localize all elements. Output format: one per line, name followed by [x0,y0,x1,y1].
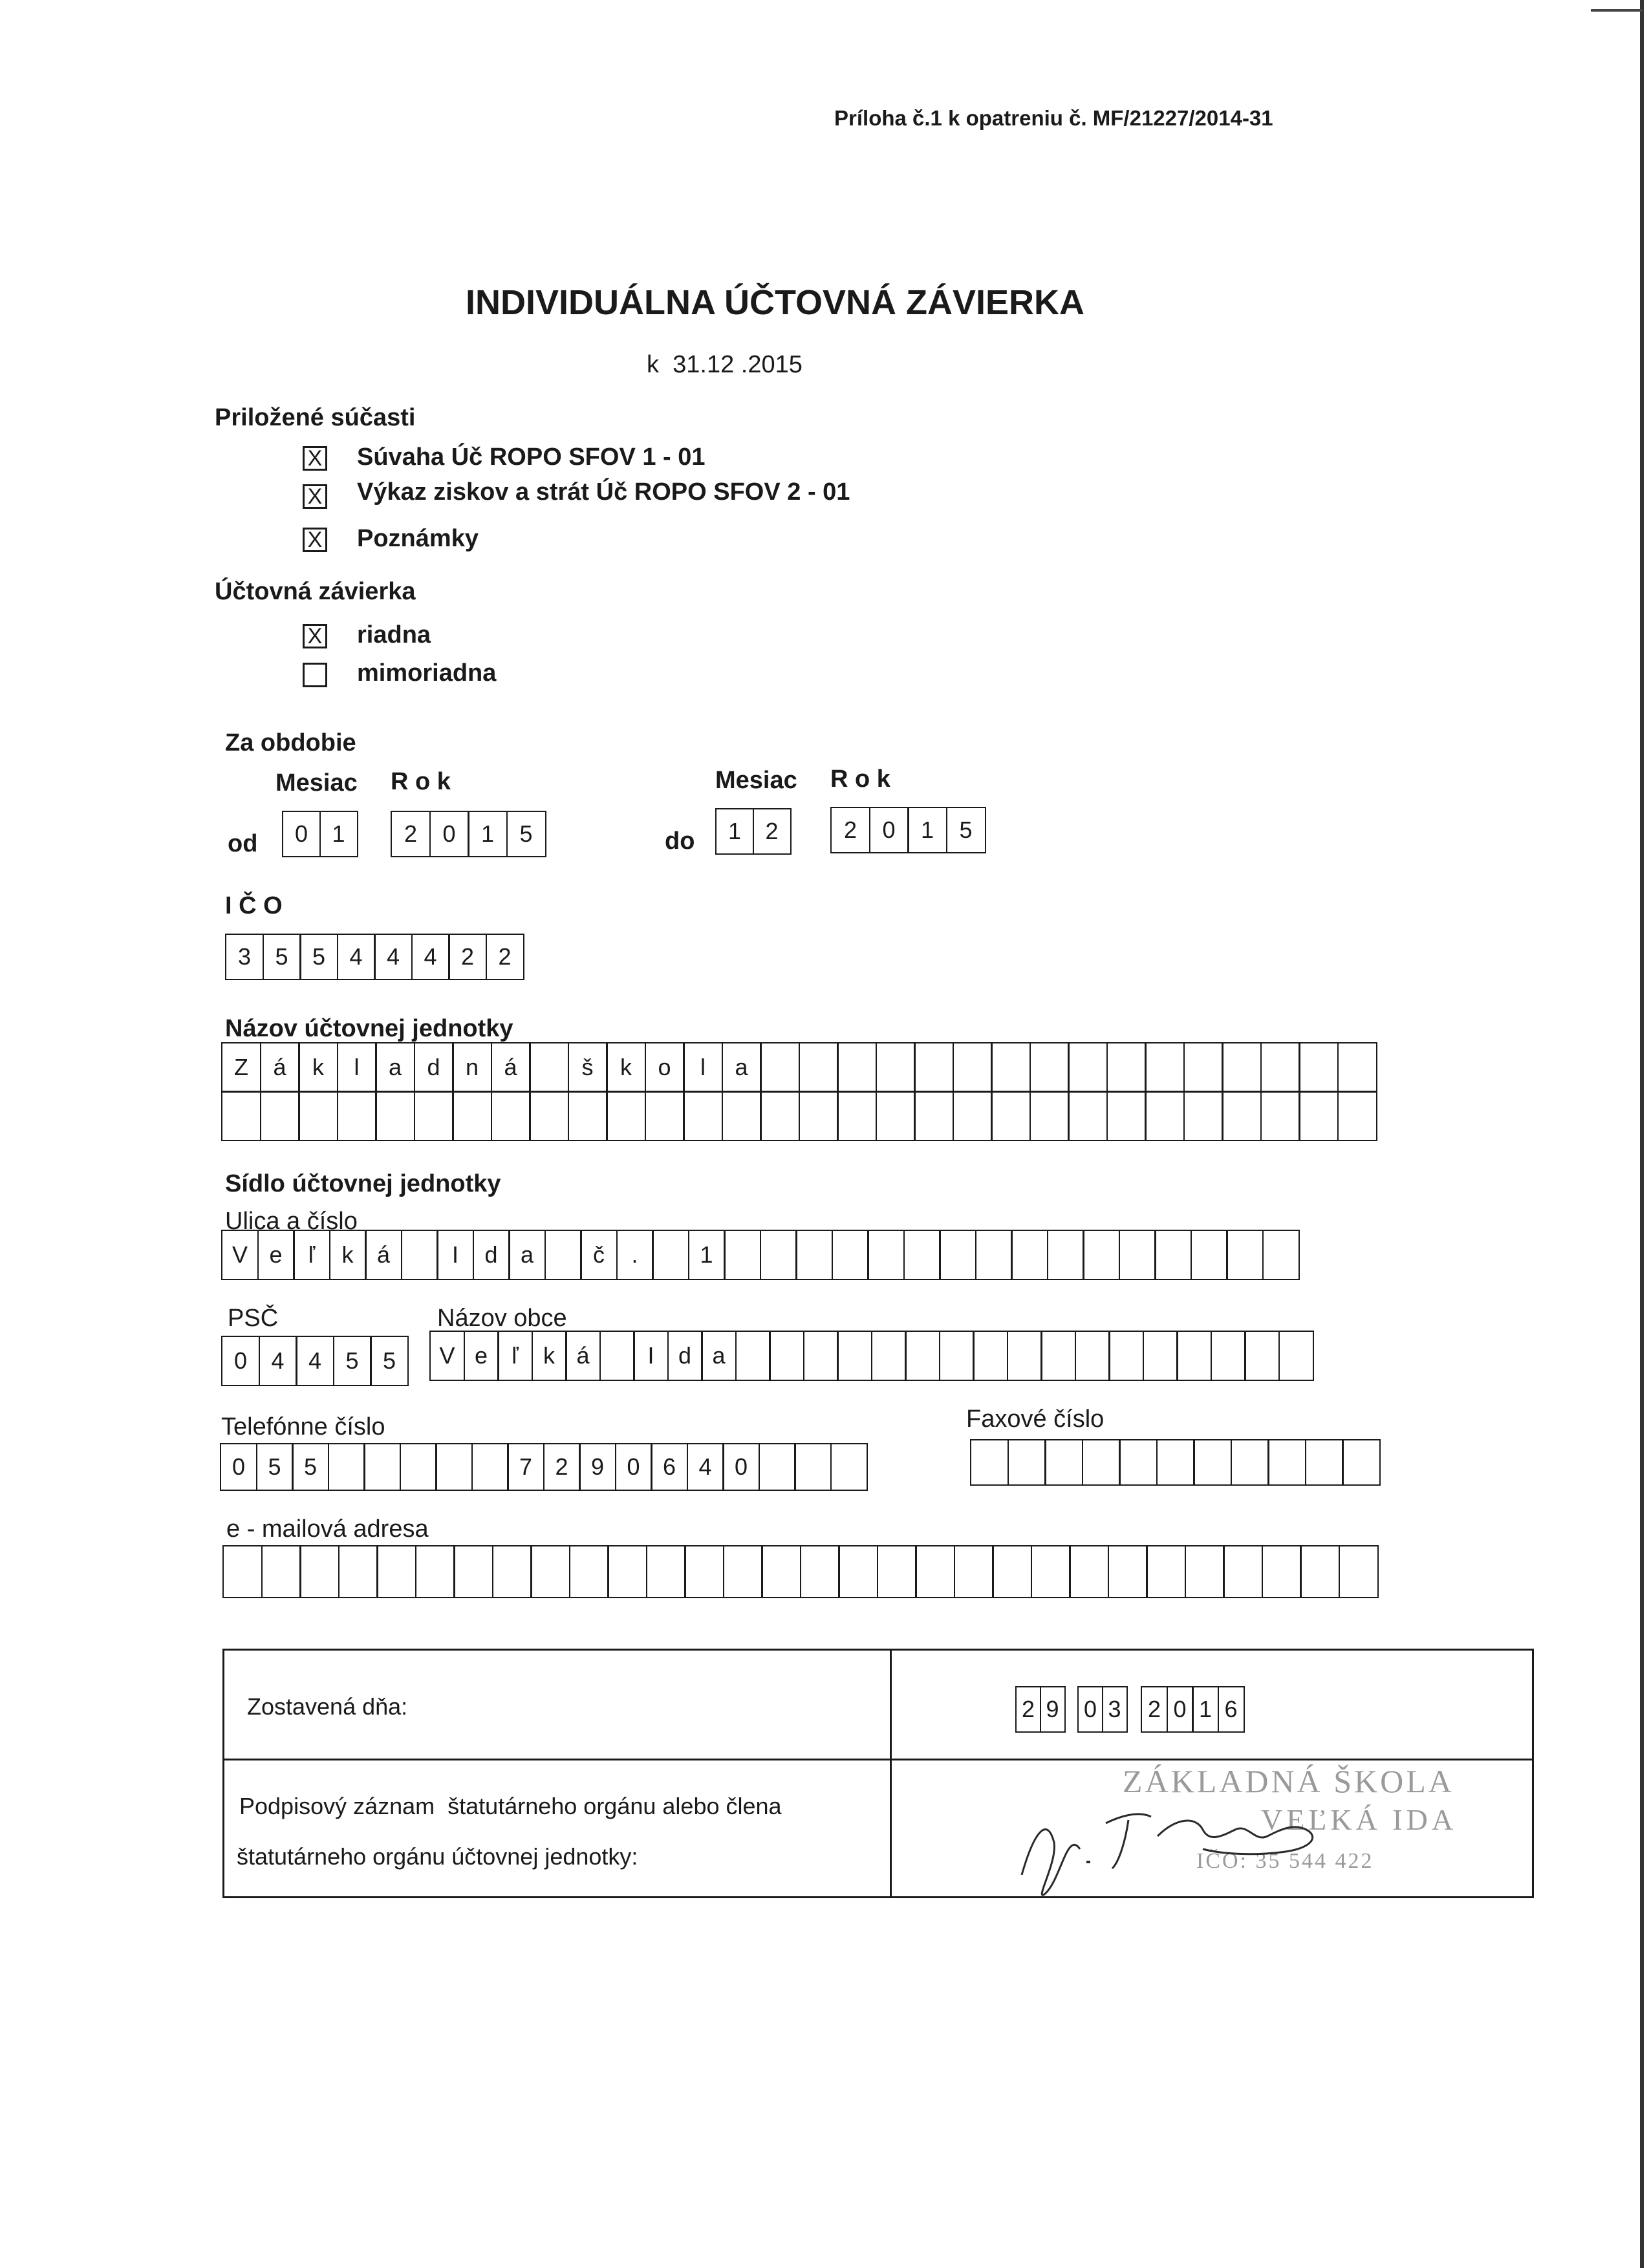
char-cell [1083,1230,1120,1280]
char-cell [867,1230,905,1280]
digit-cell [1305,1439,1344,1486]
char-cell: k [329,1230,367,1280]
char-cell [1176,1331,1212,1381]
char-cell: d [667,1331,703,1381]
char-cell: č [580,1230,618,1280]
char-cell: e [464,1331,499,1381]
to-year-label: R o k [830,765,890,793]
char-cell [799,1091,839,1141]
char-cell: á [565,1331,601,1381]
char-cell [915,1545,955,1598]
char-cell [222,1545,263,1598]
digit-cell: 0 [869,807,909,853]
char-cell [530,1545,570,1598]
char-cell: a [508,1230,546,1280]
char-cell [1226,1230,1264,1280]
char-cell [939,1331,975,1381]
char-cell: ľ [293,1230,330,1280]
char-cell [569,1545,609,1598]
stamp-line-1: ZÁKLADNÁ ŠKOLA [1123,1763,1454,1799]
char-cell: d [414,1042,454,1093]
signature-label-line-2: štatutárneho orgánu účtovnej jednotky: [237,1843,638,1870]
char-cell [991,1091,1031,1141]
char-cell [1223,1545,1263,1598]
digit-cell: 2 [753,808,792,855]
char-cell: o [645,1042,685,1093]
to-label: do [665,828,695,855]
char-cell [799,1042,839,1093]
digit-cell: 2 [1015,1686,1041,1733]
char-cell [1075,1331,1110,1381]
char-cell [1029,1091,1070,1141]
digit-cell [328,1443,365,1491]
statement-checkbox-regular[interactable]: X [303,624,327,648]
char-cell: a [722,1042,762,1093]
from-year-field[interactable] [391,811,546,857]
handwritten-signature [1009,1791,1461,1907]
char-cell [1146,1545,1186,1598]
char-cell [992,1545,1032,1598]
char-cell [1106,1042,1147,1093]
statement-label-regular: riadna [357,621,431,648]
char-cell [975,1230,1013,1280]
ico-field[interactable] [225,934,524,980]
from-month-field[interactable] [282,811,358,857]
char-cell [723,1545,763,1598]
char-cell [414,1091,454,1141]
stamp-line-3: IČO: 35 544 422 [1196,1849,1374,1873]
attachment-label-income: Výkaz ziskov a strát Úč ROPO SFOV 2 - 01 [357,478,850,506]
char-cell: a [701,1331,737,1381]
char-cell [260,1091,300,1141]
char-cell [683,1091,723,1141]
char-cell [760,1230,797,1280]
char-cell [905,1331,940,1381]
char-cell [832,1230,869,1280]
char-cell [452,1091,492,1141]
char-cell [1337,1042,1377,1093]
digit-cell [400,1443,437,1491]
char-cell [953,1091,993,1141]
char-cell: á [260,1042,300,1093]
digit-cell: 1 [715,808,754,855]
address-label: Sídlo účtovnej jednotky [225,1170,501,1197]
char-cell [1143,1331,1178,1381]
digit-cell: 0 [429,811,469,857]
char-cell [646,1545,686,1598]
digit-cell: 1 [319,811,358,857]
char-cell: k [298,1042,338,1093]
digit-cell: 5 [256,1443,294,1491]
char-cell [954,1545,994,1598]
digit-cell [1082,1439,1121,1486]
statement-checkbox-extraordinary[interactable] [303,663,327,687]
digit-cell: 3 [225,934,264,980]
char-cell [769,1331,804,1381]
char-cell [761,1545,801,1598]
char-cell [724,1230,761,1280]
to-month-field[interactable] [715,808,792,855]
char-cell [1211,1331,1246,1381]
phone-field[interactable] [220,1443,868,1491]
char-cell [1183,1042,1223,1093]
char-cell [1047,1230,1084,1280]
char-cell [914,1042,954,1093]
char-cell [735,1331,771,1381]
attachment-checkbox-balance[interactable]: X [303,446,327,471]
digit-cell: 4 [337,934,376,980]
digit-cell: 9 [1040,1686,1066,1733]
digit-cell [471,1443,509,1491]
char-cell [544,1230,582,1280]
char-cell [684,1545,724,1598]
char-cell [1068,1042,1108,1093]
char-cell [1031,1545,1071,1598]
digit-cell [970,1439,1009,1486]
char-cell [914,1091,954,1141]
char-cell [337,1091,377,1141]
entity-name-label: Názov účtovnej jednotky [225,1015,513,1042]
char-cell: á [365,1230,402,1280]
char-cell [837,1331,872,1381]
char-cell [1300,1545,1340,1598]
char-cell [877,1545,917,1598]
char-cell [1260,1091,1300,1141]
char-cell [803,1331,839,1381]
digit-cell: 4 [259,1336,297,1386]
compiled-day-field[interactable] [1015,1686,1066,1733]
digit-cell: 4 [374,934,413,980]
digit-cell: 2 [486,934,524,980]
street-label: Ulica a číslo [225,1208,358,1235]
digit-cell: 5 [333,1336,372,1386]
scan-edge-top [1591,9,1643,12]
digit-cell: 4 [296,1336,334,1386]
digit-cell: 0 [615,1443,652,1491]
char-cell [599,1331,635,1381]
digit-cell [1008,1439,1046,1486]
char-cell: I [436,1230,474,1280]
digit-cell: 1 [907,807,947,853]
char-cell [261,1545,301,1598]
from-month-label: Mesiac [275,769,358,797]
digit-cell: 5 [292,1443,329,1491]
char-cell [800,1545,840,1598]
char-cell [491,1091,531,1141]
stamp-line-2: VEĽKÁ IDA [1261,1803,1458,1836]
digit-cell [759,1443,796,1491]
char-cell [876,1042,916,1093]
email-label: e - mailová adresa [226,1515,429,1543]
char-cell [1011,1230,1048,1280]
char-cell [1337,1091,1377,1141]
char-cell [795,1230,833,1280]
entity-name-row-2[interactable] [221,1091,1377,1141]
street-field[interactable] [221,1230,1300,1280]
char-cell [1299,1091,1339,1141]
char-cell [299,1545,339,1598]
char-cell: a [375,1042,415,1093]
digit-cell: 6 [1218,1686,1245,1733]
char-cell [1119,1230,1156,1280]
char-cell [871,1331,907,1381]
char-cell [529,1042,569,1093]
digit-cell [1119,1439,1158,1486]
digit-cell: 2 [391,811,431,857]
compiled-date-label: Zostavená dňa: [247,1693,408,1720]
char-cell: I [633,1331,669,1381]
char-cell [1040,1331,1076,1381]
from-year-label: R o k [391,768,451,795]
signature-label-line-1: Podpisový záznam štatutárneho orgánu alebo člena [239,1793,782,1819]
char-cell [837,1091,877,1141]
char-cell [1222,1091,1262,1141]
char-cell [298,1091,338,1141]
char-cell [1262,1230,1300,1280]
char-cell [375,1091,415,1141]
date-line: k 31.12 .2015 [647,351,803,378]
char-cell [1154,1230,1192,1280]
digit-cell [435,1443,473,1491]
statement-label-extraordinary: mimoriadna [357,659,497,687]
city-field[interactable] [429,1331,1314,1381]
period-label: Za obdobie [225,729,356,756]
digit-cell [1156,1439,1195,1486]
compiled-month-field[interactable] [1077,1686,1128,1733]
attachments-label: Priložené súčasti [215,404,416,431]
char-cell: V [221,1230,259,1280]
zip-field[interactable] [221,1336,409,1386]
char-cell [529,1091,569,1141]
digit-cell [1044,1439,1083,1486]
header-reference: Príloha č.1 k opatreniu č. MF/21227/2014-31 [834,106,1273,130]
digit-cell [794,1443,832,1491]
table-divider-horizontal [222,1759,1534,1760]
char-cell [1183,1091,1223,1141]
digit-cell: 5 [263,934,301,980]
char-cell [1029,1042,1070,1093]
digit-cell: 4 [411,934,450,980]
digit-cell [363,1443,401,1491]
char-cell [973,1331,1008,1381]
char-cell: V [429,1331,465,1381]
table-divider-vertical [890,1649,892,1898]
char-cell [492,1545,532,1598]
char-cell [1260,1042,1300,1093]
char-cell [338,1545,378,1598]
digit-cell: 2 [1141,1686,1168,1733]
char-cell [991,1042,1031,1093]
digit-cell [1267,1439,1306,1486]
char-cell [607,1545,647,1598]
fax-field[interactable] [970,1439,1381,1486]
char-cell [1108,1331,1144,1381]
char-cell: . [616,1230,654,1280]
char-cell [1069,1545,1109,1598]
char-cell [415,1545,455,1598]
digit-cell: 2 [543,1443,581,1491]
digit-cell: 0 [722,1443,760,1491]
digit-cell: 1 [1192,1686,1219,1733]
char-cell [1106,1091,1147,1141]
entity-name-row-1[interactable] [221,1042,1377,1093]
digit-cell: 4 [687,1443,724,1491]
phone-label: Telefónne číslo [221,1413,385,1440]
char-cell [606,1091,646,1141]
char-cell [401,1230,438,1280]
char-cell [939,1230,976,1280]
digit-cell: 0 [221,1336,260,1386]
char-cell [1244,1331,1280,1381]
char-cell [953,1042,993,1093]
from-label: od [228,830,258,857]
char-cell [903,1230,941,1280]
char-cell [838,1545,878,1598]
char-cell [876,1091,916,1141]
char-cell [1145,1091,1185,1141]
statement-label: Účtovná závierka [215,578,416,605]
char-cell: d [473,1230,510,1280]
char-cell [1185,1545,1225,1598]
char-cell [1278,1331,1314,1381]
char-cell [376,1545,416,1598]
attachment-label-notes: Poznámky [357,525,479,552]
digit-cell: 5 [946,807,986,853]
char-cell: 1 [688,1230,726,1280]
char-cell [837,1042,877,1093]
char-cell: ľ [497,1331,533,1381]
digit-cell [1342,1439,1381,1486]
digit-cell: 2 [830,807,870,853]
char-cell [1145,1042,1185,1093]
digit-cell [1231,1439,1269,1486]
digit-cell [1193,1439,1232,1486]
char-cell [652,1230,689,1280]
char-cell [568,1091,608,1141]
char-cell: k [532,1331,567,1381]
digit-cell [830,1443,868,1491]
char-cell [1191,1230,1228,1280]
email-field[interactable] [222,1545,1379,1598]
char-cell [1262,1545,1302,1598]
digit-cell: 0 [282,811,321,857]
scan-edge [1640,0,1644,2268]
char-cell: l [683,1042,723,1093]
to-year-field[interactable] [830,807,986,853]
digit-cell: 3 [1102,1686,1128,1733]
digit-cell: 0 [1077,1686,1103,1733]
char-cell [221,1091,261,1141]
char-cell [1068,1091,1108,1141]
attachment-label-balance: Súvaha Úč ROPO SFOV 1 - 01 [357,444,706,471]
char-cell [760,1091,800,1141]
char-cell [645,1091,685,1141]
to-month-label: Mesiac [715,767,797,794]
char-cell [1108,1545,1148,1598]
char-cell: e [257,1230,295,1280]
char-cell [722,1091,762,1141]
city-label: Názov obce [437,1305,567,1332]
compiled-year-field[interactable] [1141,1686,1245,1733]
char-cell: Z [221,1042,261,1093]
digit-cell: 0 [220,1443,257,1491]
digit-cell: 1 [468,811,508,857]
char-cell [1007,1331,1042,1381]
char-cell: á [491,1042,531,1093]
digit-cell: 6 [651,1443,688,1491]
digit-cell: 5 [506,811,546,857]
ico-label: I Č O [225,892,283,919]
attachment-checkbox-notes[interactable]: X [303,528,327,552]
char-cell [1299,1042,1339,1093]
attachment-checkbox-income[interactable]: X [303,484,327,509]
digit-cell: 5 [299,934,338,980]
digit-cell: 2 [448,934,487,980]
char-cell [760,1042,800,1093]
digit-cell: 7 [507,1443,544,1491]
digit-cell: 5 [370,1336,409,1386]
char-cell: l [337,1042,377,1093]
document-title: INDIVIDUÁLNA ÚČTOVNÁ ZÁVIERKA [466,283,1085,322]
char-cell: n [452,1042,492,1093]
digit-cell: 0 [1167,1686,1194,1733]
zip-label: PSČ [228,1305,279,1332]
fax-label: Faxové číslo [966,1406,1105,1433]
digit-cell: 9 [579,1443,616,1491]
char-cell [1222,1042,1262,1093]
char-cell [1339,1545,1379,1598]
char-cell: k [606,1042,646,1093]
char-cell [453,1545,493,1598]
char-cell: š [568,1042,608,1093]
